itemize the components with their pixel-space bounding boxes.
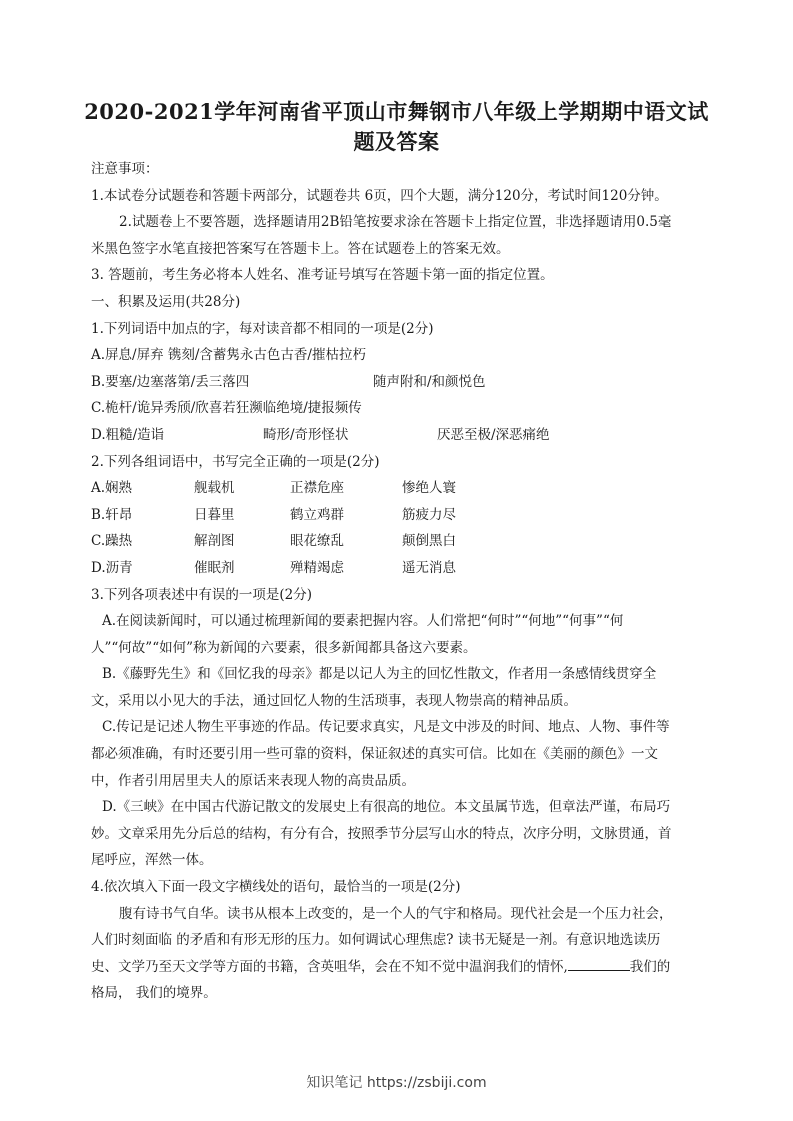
q2-cell: D.沥青 <box>91 559 133 576</box>
q3-option-d-line2: 妙。文章采用先分后总的结构，有分有合，按照季节分层写山水的特点，次序分明，文脉贯通，首 <box>91 825 672 842</box>
q2-cell: 正襟危座 <box>290 480 344 497</box>
q1-option-b <box>91 369 706 396</box>
footer-watermark: 知识笔记 https://zsbiji.com <box>306 1075 487 1091</box>
page-title-line1: 2020-2021学年河南省平顶山市舞钢市八年级上学期期中语文试 <box>84 99 709 124</box>
q1-option-c: C.桅杆/诡异秀颀/欣喜若狂濒临绝境/捷报频传 <box>91 400 362 417</box>
q2-cell: B.轩昂 <box>91 506 133 523</box>
q3-option-d-line1: D.《三峡》在中国古代游记散文的发展史上有很高的地位。本文虽属节选，但章法严谨，布局巧 <box>102 799 671 816</box>
q2-cell: 惨绝人寰 <box>402 480 456 497</box>
q4-passage-line3-before: 史、文学乃至天文学等方面的书籍，含英咀华，会在不知不觉中温润我们的情怀, <box>91 958 568 975</box>
q2-cell: C.躁热 <box>91 533 133 550</box>
notice-item-2b: 米黑色签字水笔直接把答案写在答题卡上。答在试题卷上的答案无效。 <box>91 240 510 257</box>
q3-option-c-line2: 都必须准确，有时还要引用一些可靠的资料，保证叙述的真实可信。比如在《美丽的颜色》一文 <box>91 746 658 763</box>
q3-option-b-line2: 文，采用以小见大的手法，通过回忆人物的生活琐事，表现人物崇高的精神品质。 <box>91 692 577 709</box>
q2-cell: 日暮里 <box>194 506 235 523</box>
section-heading: 一、积累及运用(共28分) <box>91 293 241 310</box>
q2-option-c <box>91 528 706 555</box>
q1-option-b-part1: B.要塞/边塞落第/丢三落四 <box>91 373 250 390</box>
q3-option-a-line1: A.在阅读新闻时，可以通过梳理新闻的要素把握内容。人们常把“何时”“何地”“何事”“何 <box>102 613 624 630</box>
q4-passage-line4: 格局， 我们的境界。 <box>91 985 217 1002</box>
q2-cell: A.娴熟 <box>91 480 133 497</box>
answer-blank <box>568 956 630 971</box>
q4-passage-line3 <box>91 954 706 981</box>
q2-cell: 殚精竭虑 <box>290 559 344 576</box>
q4-stem: 4.依次填入下面一段文字横线处的语句，最恰当的一项是(2分) <box>91 879 461 896</box>
q2-cell: 筋疲力尽 <box>402 506 456 523</box>
q4-passage-line3-after: 我们的 <box>629 958 671 975</box>
q2-option-a <box>91 475 706 502</box>
q2-stem: 2.下列各组词语中，书写完全正确的一项是(2分) <box>91 453 380 470</box>
notice-heading: 注意事项： <box>91 161 159 177</box>
q2-cell: 遥无消息 <box>402 559 456 576</box>
q2-cell: 催眠剂 <box>194 559 235 576</box>
q2-option-d <box>91 555 706 582</box>
q1-option-d-part2: 畸形/奇形怪状 <box>263 426 349 443</box>
q2-cell: 眼花缭乱 <box>290 533 344 550</box>
q3-option-d-line3: 尾呼应，浑然一体。 <box>91 852 213 869</box>
q3-option-c-line1: C.传记是记述人物生平事迹的作品。传记要求真实，凡是文中涉及的时间、地点、人物、事件等 <box>102 719 670 736</box>
q3-stem: 3.下列各项表述中有误的一项是(2分) <box>91 586 313 603</box>
notice-item-2a: 2.试题卷上不要答题，选择题请用2B铅笔按要求涂在答题卡上指定位置，非选择题请用0.5毫 <box>119 214 672 231</box>
q4-passage-line2: 人们时刻面临 的矛盾和有形无形的压力。如何调试心理焦虑? 读书无疑是一剂。有意识地选读历 <box>91 932 661 949</box>
q1-option-b-part2: 随声附和/和颜悦色 <box>373 373 486 390</box>
q1-option-d-part3: 厌恶至极/深恶痛绝 <box>437 426 550 443</box>
q3-option-a-line2: 人”“何故”“如何”称为新闻的六要素，很多新闻都具备这六要素。 <box>91 639 477 656</box>
q2-cell: 解剖图 <box>194 533 235 550</box>
q3-option-b-line1: B.《藤野先生》和《回忆我的母亲》都是以记人为主的回忆性散文，作者用一条感情线贯穿全 <box>102 666 657 683</box>
q2-cell: 舰载机 <box>194 480 235 497</box>
notice-item-3: 3. 答题前，考生务必将本人姓名、准考证号填写在答题卡第一面的指定位置。 <box>91 267 554 284</box>
q2-option-b <box>91 502 706 529</box>
q1-option-a: A.屏息/屏弃 镌刻/含蓄隽永古色古香/摧枯拉朽 <box>91 347 366 364</box>
q1-option-d <box>91 422 706 449</box>
document-body <box>91 156 706 1007</box>
page-title-line2: 题及答案 <box>353 129 440 154</box>
q1-stem: 1.下列词语中加点的字，每对读音都不相同的一项是(2分) <box>91 320 434 337</box>
q1-option-d-part1: D.粗糙/造诣 <box>91 426 165 443</box>
q4-passage-line1: 腹有诗书气自华。读书从根本上改变的，是一个人的气宇和格局。现代社会是一个压力社会， <box>119 905 673 922</box>
q2-cell: 鹤立鸡群 <box>290 506 344 523</box>
q3-option-c-line3: 中，作者引用居里夫人的原话来表现人物的高贵品质。 <box>91 772 415 789</box>
notice-item-1: 1.本试卷分试题卷和答题卡两部分，试题卷共 6页，四个大题，满分120分，考试时间120分钟。 <box>91 187 668 204</box>
q2-cell: 颠倒黑白 <box>402 533 456 550</box>
